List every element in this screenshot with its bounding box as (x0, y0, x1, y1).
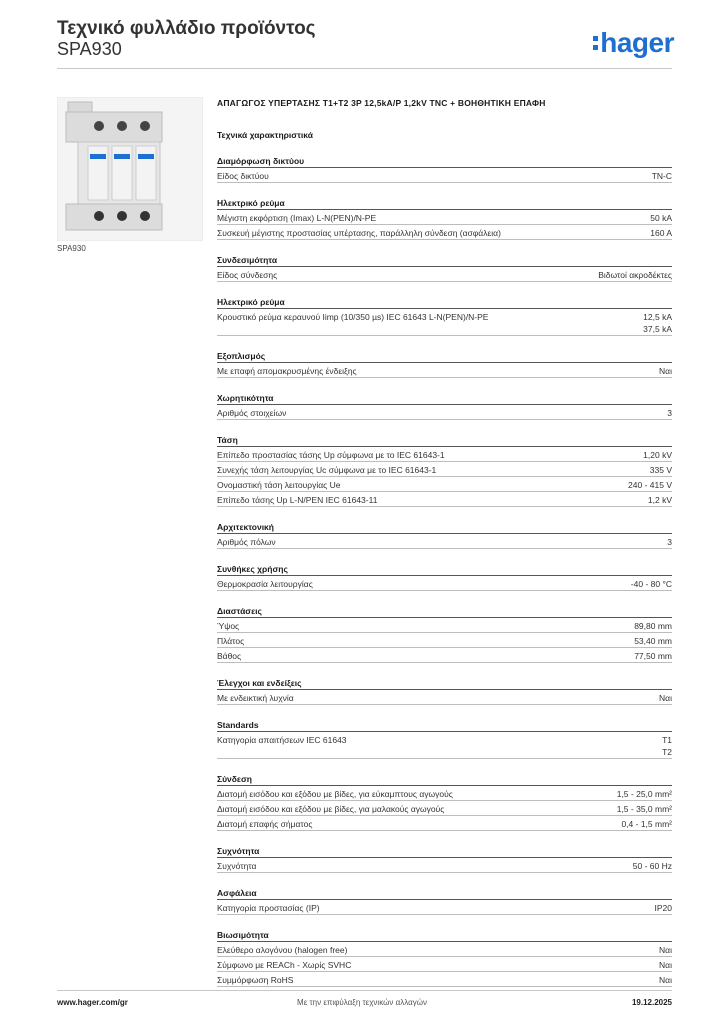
spec-value: 335 V (649, 465, 672, 475)
spec-value: 240 - 415 V (628, 480, 672, 490)
spec-section (217, 350, 672, 378)
spec-label: Επίπεδο τάσης Up L-N/PEN IEC 61643-11 (217, 495, 378, 505)
spec-section (217, 677, 672, 705)
section-title: Ηλεκτρικό ρεύμα (217, 296, 672, 309)
spec-content (217, 96, 672, 987)
spec-row (217, 816, 672, 831)
spec-label: Είδος δικτύου (217, 171, 269, 181)
spec-value: 50 kA (650, 213, 672, 223)
section-title: Αρχιτεκτονική (217, 521, 672, 534)
spec-row (217, 309, 672, 336)
spec-label: Με ενδεικτική λυχνία (217, 693, 294, 703)
spec-value: TN-C (651, 171, 672, 181)
header-divider (57, 68, 672, 69)
spec-label: Ελεύθερο αλογόνου (halogen free) (217, 945, 348, 955)
spec-label: Ύψος (217, 621, 240, 631)
spec-row (217, 477, 672, 492)
spec-value: -40 - 80 °C (630, 579, 672, 589)
spec-label: Επίπεδο προστασίας τάσης Up σύμφωνα με το IEC 61643-1 (217, 450, 445, 460)
footer-divider (57, 990, 672, 991)
spec-value: 1,2 kV (647, 495, 672, 505)
spec-label: Αριθμός πόλων (217, 537, 276, 547)
section-title: Έλεγχοι και ενδείξεις (217, 677, 672, 690)
section-title: Τάση (217, 434, 672, 447)
section-title: Ηλεκτρικό ρεύμα (217, 197, 672, 210)
spec-value: 1,5 - 25,0 mm² (616, 789, 672, 799)
spec-row (217, 267, 672, 282)
spec-value: Ναι (659, 945, 672, 955)
tech-heading: Τεχνικά χαρακτηριστικά (217, 130, 313, 140)
spec-value: 50 - 60 Hz (632, 861, 672, 871)
footer-note: Με την επιφύλαξη τεχνικών αλλαγών (297, 998, 427, 1007)
spec-row (217, 900, 672, 915)
spec-label: Ονομαστική τάση λειτουργίας Ue (217, 480, 341, 490)
section-title: Ασφάλεια (217, 887, 672, 900)
spec-row (217, 957, 672, 972)
spec-label: Κατηγορία προστασίας (IP) (217, 903, 320, 913)
section-title: Χωρητικότητα (217, 392, 672, 405)
spec-section (217, 563, 672, 591)
spec-row (217, 942, 672, 957)
spec-label: Σύμφωνο με REACh - Χωρίς SVHC (217, 960, 352, 970)
spec-section (217, 434, 672, 507)
spec-section (217, 887, 672, 915)
spec-label: Θερμοκρασία λειτουργίας (217, 579, 313, 589)
spec-label: Βάθος (217, 651, 242, 661)
product-code: SPA930 (57, 39, 122, 59)
spec-value: 3 (667, 408, 672, 418)
spec-label: Διατομή εισόδου και εξόδου με βίδες, για εύκαμπτους αγωγούς (217, 789, 453, 799)
spec-row (217, 690, 672, 705)
spec-value: Ναι (659, 693, 672, 703)
spec-row (217, 633, 672, 648)
spec-value: 12,5 kA 37,5 kA (643, 312, 672, 334)
section-title: Συνθήκες χρήσης (217, 563, 672, 576)
spec-value: 3 (667, 537, 672, 547)
section-title: Διαμόρφωση δικτύου (217, 155, 672, 168)
spec-section (217, 197, 672, 240)
spec-section (217, 254, 672, 282)
section-title: Βιωσιμότητα (217, 929, 672, 942)
spec-value: IP20 (654, 903, 672, 913)
logo-wordmark: hager (600, 27, 674, 58)
spec-value: T1 T2 (662, 735, 672, 757)
spec-section (217, 773, 672, 831)
spec-label: Με επαφή απομακρυσμένης ένδειξης (217, 366, 357, 376)
spec-label: Συσκευή μέγιστης προστασίας υπέρτασης, παράλληλη σύνδεση (ασφάλεια) (217, 228, 501, 238)
spec-section (217, 605, 672, 663)
hager-logo (593, 27, 674, 58)
spec-label: Κρουστικό ρεύμα κεραυνού Iimp (10/350 µs) IEC 61643 L-N(PEN)/N-PE (217, 312, 489, 322)
spec-label: Μέγιστη εκφόρτιση (Imax) L-N(PEN)/N-PE (217, 213, 377, 223)
spec-value: 0,4 - 1,5 mm² (621, 819, 672, 829)
spec-row (217, 618, 672, 633)
spec-value: Ναι (659, 960, 672, 970)
spec-value: Βιδωτοί ακροδέκτες (598, 270, 672, 280)
section-title: Εξοπλισμός (217, 350, 672, 363)
spec-row (217, 972, 672, 987)
spec-row (217, 648, 672, 663)
footer-date: 19.12.2025 (631, 998, 672, 1007)
spec-row (217, 858, 672, 873)
section-title: Σύνδεση (217, 773, 672, 786)
spec-row (217, 225, 672, 240)
spec-row (217, 168, 672, 183)
spec-label: Συμμόρφωση RoHS (217, 975, 294, 985)
spec-label: Κατηγορία απαιτήσεων IEC 61643 (217, 735, 347, 745)
spec-row (217, 492, 672, 507)
spec-label: Διατομή επαφής σήματος (217, 819, 313, 829)
spec-label: Συνεχής τάση λειτουργίας Uc σύμφωνα με το IEC 61643-1 (217, 465, 437, 475)
spec-row (217, 462, 672, 477)
spec-row (217, 534, 672, 549)
spec-label: Συχνότητα (217, 861, 257, 871)
spec-label: Πλάτος (217, 636, 245, 646)
spec-value: 77,50 mm (634, 651, 672, 661)
spec-row (217, 447, 672, 462)
spec-value: Ναι (659, 975, 672, 985)
spec-section (217, 296, 672, 336)
spec-section (217, 845, 672, 873)
spec-label: Αριθμός στοιχείων (217, 408, 287, 418)
surge-arrester-illustration (58, 98, 202, 240)
spec-value: 89,80 mm (634, 621, 672, 631)
footer-website[interactable]: www.hager.com/gr (57, 998, 128, 1007)
product-image (57, 97, 203, 241)
spec-value: Ναι (659, 366, 672, 376)
spec-row (217, 210, 672, 225)
section-title: Standards (217, 719, 672, 732)
logo-mark-icon (593, 36, 598, 50)
spec-value: 1,5 - 35,0 mm² (616, 804, 672, 814)
spec-section (217, 521, 672, 549)
spec-row (217, 363, 672, 378)
spec-label: Είδος σύνδεσης (217, 270, 278, 280)
spec-row (217, 732, 672, 759)
spec-value: 160 A (650, 228, 672, 238)
spec-label: Διατομή εισόδου και εξόδου με βίδες, για μαλακούς αγωγούς (217, 804, 445, 814)
product-title: ΑΠΑΓΩΓΟΣ ΥΠΕΡΤΑΣΗΣ T1+T2 3P 12,5kA/P 1,2kV TNC + ΒΟΗΘΗΤΙΚΗ ΕΠΑΦΗ (217, 98, 546, 108)
spec-section (217, 155, 672, 183)
spec-value: 53,40 mm (634, 636, 672, 646)
spec-row (217, 576, 672, 591)
spec-section (217, 719, 672, 759)
section-title: Συχνότητα (217, 845, 672, 858)
spec-section (217, 929, 672, 987)
image-caption: SPA930 (57, 244, 86, 253)
section-title: Συνδεσιμότητα (217, 254, 672, 267)
spec-section (217, 392, 672, 420)
section-title: Διαστάσεις (217, 605, 672, 618)
spec-value: 1,20 kV (643, 450, 672, 460)
spec-row (217, 801, 672, 816)
spec-row (217, 786, 672, 801)
document-title: Τεχνικό φυλλάδιο προϊόντος (57, 18, 316, 39)
spec-row (217, 405, 672, 420)
spec-sections (217, 155, 672, 987)
